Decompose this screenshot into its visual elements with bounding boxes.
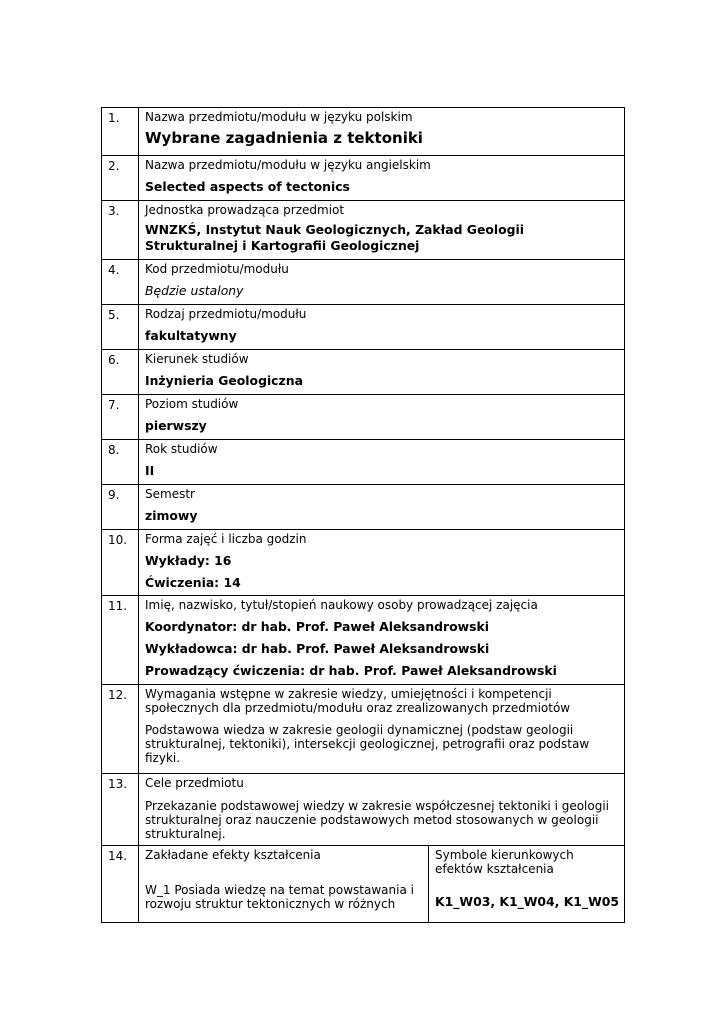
row-number: 4.: [102, 260, 139, 305]
row-field-of-study: [102, 350, 625, 395]
row-semester: [102, 485, 625, 530]
field-label: Poziom studiów: [145, 397, 239, 411]
row-study-year: [102, 440, 625, 485]
field-label: Rok studiów: [145, 442, 218, 456]
learning-outcome-text: W_1 Posiada wiedzę na temat powstawania i rozwoju struktur tektonicznych w różnych: [145, 883, 414, 911]
course-name-en: Selected aspects of tectonics: [145, 179, 350, 194]
row-class-hours: [102, 530, 625, 596]
field-label: Kierunek studiów: [145, 352, 249, 366]
row-course-name-en: [102, 156, 625, 201]
row-course-code: [102, 260, 625, 305]
unit-value: WNZKŚ, Instytut Nauk Geologicznych, Zakład Geologii Strukturalnej i Kartografii Geologicznej: [145, 222, 525, 253]
row-number: 13.: [102, 774, 139, 846]
course-syllabus-table: [101, 107, 625, 923]
row-number: 2.: [102, 156, 139, 201]
row-learning-outcomes: [102, 846, 625, 923]
row-number: 12.: [102, 685, 139, 774]
field-label: Cele przedmiotu: [145, 776, 244, 790]
row-number: 1.: [102, 108, 139, 156]
row-number: 7.: [102, 395, 139, 440]
row-number: 5.: [102, 305, 139, 350]
field-label: Nazwa przedmiotu/modułu w języku polskim: [145, 110, 413, 124]
field-label: Jednostka prowadząca przedmiot: [145, 203, 345, 217]
lecturer: Wykładowca: dr hab. Prof. Paweł Aleksandrowski: [145, 641, 490, 656]
study-level-value: pierwszy: [145, 418, 207, 433]
row-course-name-pl: [102, 108, 625, 156]
course-type-value: fakultatywny: [145, 328, 237, 343]
lecture-hours: Wykłady: 16: [145, 553, 232, 568]
field-of-study-value: Inżynieria Geologiczna: [145, 373, 303, 388]
course-code-value: Będzie ustalony: [145, 283, 244, 298]
field-label: Rodzaj przedmiotu/modułu: [145, 307, 307, 321]
row-objectives: [102, 774, 625, 846]
study-year-value: II: [145, 463, 155, 478]
symbols-label: Symbole kierunkowych efektów kształcenia: [435, 848, 574, 876]
exercise-instructor: Prowadzący ćwiczenia: dr hab. Prof. Paweł Aleksandrowski: [145, 663, 557, 678]
field-label: Zakładane efekty kształcenia: [145, 848, 321, 862]
field-label: Forma zajęć i liczba godzin: [145, 532, 307, 546]
row-number: 9.: [102, 485, 139, 530]
row-number: 11.: [102, 596, 139, 685]
course-name-pl: Wybrane zagadnienia z tektoniki: [145, 129, 423, 147]
row-course-type: [102, 305, 625, 350]
row-number: 6.: [102, 350, 139, 395]
field-label: Imię, nazwisko, tytuł/stopień naukowy osoby prowadzącej zajęcia: [145, 598, 538, 612]
exercise-hours: Ćwiczenia: 14: [145, 575, 241, 590]
row-instructors: [102, 596, 625, 685]
field-label: Semestr: [145, 487, 195, 501]
row-number: 14.: [102, 846, 139, 923]
objectives-text: Przekazanie podstawowej wiedzy w zakresie współczesnej tektoniki i geologii strukturalnej oraz nauczenie podstawowych metod stosowanych w geologii strukturalnej.: [145, 799, 610, 841]
row-number: 8.: [102, 440, 139, 485]
field-label: Kod przedmiotu/modułu: [145, 262, 289, 276]
outcome-symbols: K1_W03, K1_W04, K1_W05: [435, 894, 620, 909]
row-unit: [102, 201, 625, 260]
coordinator: Koordynator: dr hab. Prof. Paweł Aleksandrowski: [145, 619, 489, 634]
row-number: 10.: [102, 530, 139, 596]
prerequisites-text: Podstawowa wiedza w zakresie geologii dynamicznej (podstaw geologii strukturalnej, tektoniki), intersekcji geologicznej, petrografii oraz podstaw fizyki.: [145, 723, 590, 765]
semester-value: zimowy: [145, 508, 198, 523]
field-label: Wymagania wstępne w zakresie wiedzy, umiejętności i kompetencji społecznych dla przedmiotu/modułu oraz zrealizowanych przedmiotów: [145, 687, 571, 715]
row-study-level: [102, 395, 625, 440]
field-label: Nazwa przedmiotu/modułu w języku angielskim: [145, 158, 431, 172]
row-prerequisites: [102, 685, 625, 774]
row-number: 3.: [102, 201, 139, 260]
